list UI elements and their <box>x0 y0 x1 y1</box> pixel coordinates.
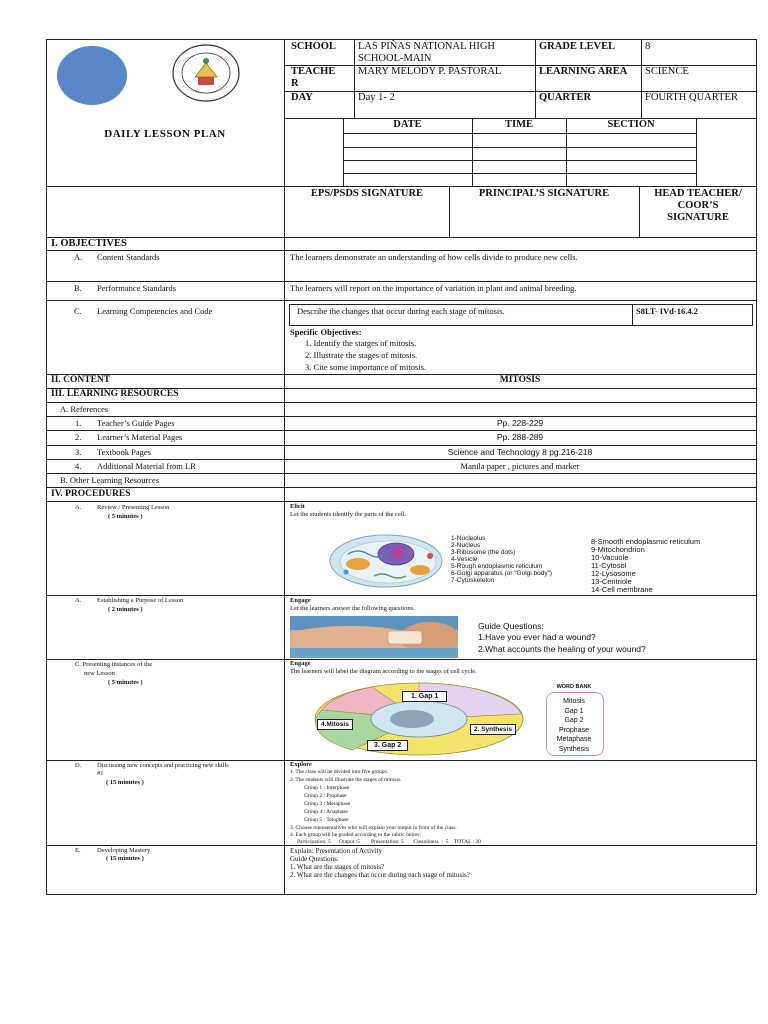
purpose-question: 1.Have you ever had a wound? <box>478 632 596 642</box>
review-label: Review / Presenting Lesson <box>97 504 170 511</box>
diagram-label-gap1: 1. Gap 1 <box>402 691 447 702</box>
discussing-line: 4. Each group will be graded according to the rubric below: <box>290 832 422 838</box>
table-border <box>46 845 756 846</box>
mastery-minutes: ( 15 minutes ) <box>106 855 144 862</box>
discussing-group: Group 1 : Interphase <box>304 785 350 791</box>
table-border <box>46 430 756 431</box>
cell-part: 2-Nucleus <box>451 542 481 549</box>
teacher-label: TEACHE <box>291 66 336 77</box>
purpose-question: 2.What accounts the healing of your wound? <box>478 644 646 654</box>
grade-label: GRADE LEVEL <box>539 41 616 52</box>
content-heading: II. CONTENT <box>51 375 111 385</box>
purpose-label: Establishing a Purpose of Lesson <box>97 597 184 604</box>
table-border <box>343 160 696 161</box>
cell-part: 5-Rough endoplasmic reticulum <box>451 563 543 570</box>
page-title: DAILY LESSON PLAN <box>104 128 226 140</box>
discussing-letter: D. <box>75 762 82 769</box>
school-label: SCHOOL <box>291 41 336 52</box>
word-bank-item: Prophase <box>559 726 589 734</box>
objective-b-letter: B. <box>74 283 82 293</box>
diagram-label-gap2: 3. Gap 2 <box>367 740 408 751</box>
word-bank-item: Metaphase <box>556 736 592 743</box>
performance-standards-value: The learners will report on the importance of variation in plant and animal breeding. <box>290 283 577 293</box>
table-border <box>46 501 756 502</box>
table-border <box>46 595 756 596</box>
table-border <box>354 39 355 118</box>
cell-part: 13-Centriole <box>591 577 632 586</box>
teacher-label-wrap: R <box>291 78 299 89</box>
discussing-minutes: ( 15 minutes ) <box>106 779 144 786</box>
instances-phase: Engage <box>290 660 311 667</box>
specific-objective: 3. Cite some importance of mitosis. <box>305 362 427 372</box>
discussing-group: Group 5 : Telophase <box>304 817 349 823</box>
discussing-line: 1. The class will be divided into five groups. <box>290 769 388 775</box>
mastery-question: 2. What are the changes that occur during each stage of mitosis? <box>290 871 470 879</box>
table-border <box>343 173 696 174</box>
word-bank-title: WORD BANK <box>556 684 592 690</box>
cell-part: 1-Nucleolus <box>451 535 486 542</box>
table-border <box>46 186 756 187</box>
table-border <box>46 487 756 488</box>
word-bank-item: Synthesis <box>558 745 590 753</box>
learning-area-label: LEARNING AREA <box>539 66 628 77</box>
word-bank-item: Gap 2 <box>564 717 584 724</box>
table-border <box>46 445 756 446</box>
mastery-letter: E. <box>75 847 81 854</box>
resources-heading: III. LEARNING RESOURCES <box>51 389 179 399</box>
discussing-label: Discussing new concepts and practicing new skills <box>97 762 229 769</box>
school-value: LAS PIÑAS NATIONAL HIGH SCHOOL-MAIN <box>358 41 495 64</box>
cell-part: 14-Cell membrane <box>591 585 653 594</box>
quarter-label: QUARTER <box>539 92 592 103</box>
cell-part: 3-Ribosome (the dots) <box>451 549 516 556</box>
word-bank-item: Gap 1 <box>564 707 584 715</box>
principal-signature-label: PRINCIPAL’S SIGNATURE <box>478 188 610 199</box>
resource-num: 2. <box>75 432 82 442</box>
resource-value: Pp. 228-229 <box>496 418 544 428</box>
mastery-guide-heading: Guide Questions: <box>290 855 339 863</box>
table-border <box>46 894 756 895</box>
table-border <box>756 39 757 894</box>
other-resources-label: B. Other Learning Resources <box>60 475 160 485</box>
table-border <box>46 39 47 894</box>
resource-label: Teacher’s Guide Pages <box>97 418 175 428</box>
table-border <box>343 147 696 148</box>
content-standards-value: The learners demonstrate an understanding of how cells divide to produce new cells. <box>290 252 578 262</box>
cell-part: 12-Lysosome <box>591 569 636 578</box>
resource-label: Additional Material from LR <box>97 461 196 471</box>
objective-c-letter: C. <box>74 306 82 316</box>
cell-part: 9-Mitochondrion <box>591 545 645 554</box>
purpose-instruction: Let the learners answer the following questions. <box>290 605 415 612</box>
cell-part: 4-Vesicle <box>451 556 478 563</box>
table-border <box>46 281 756 282</box>
table-border <box>46 374 756 375</box>
competency-code: S8LT- IVd-16.4.2 <box>636 306 698 316</box>
table-border <box>46 237 756 238</box>
purpose-guide-heading: Guide Questions: <box>478 621 544 631</box>
competency-value: Describe the changes that occur during each stage of mitosis. <box>297 306 505 316</box>
discussing-label-wrap: #1 <box>97 770 104 777</box>
review-phase: Elicit <box>290 503 305 510</box>
instances-label: C. Presenting instances of the <box>75 661 153 668</box>
day-value: Day 1- 2 <box>358 92 395 103</box>
review-minutes: ( 5 minutes ) <box>108 513 143 520</box>
objective-b-label: Performance Standards <box>97 283 177 293</box>
table-border <box>46 459 756 460</box>
cell-part: 10-Vacuole <box>591 553 629 562</box>
table-border <box>641 39 642 118</box>
instances-minutes: ( 5 minutes ) <box>108 679 143 686</box>
resource-value: Pp. 288-289 <box>496 432 544 442</box>
animal-cell-image <box>328 532 448 590</box>
review-letter: A. <box>75 504 82 511</box>
resource-num: 1. <box>75 418 82 428</box>
discussing-group: Group 3 : Metaphase <box>304 801 351 807</box>
discussing-phase: Explore <box>290 761 312 768</box>
blue-oval <box>57 46 127 105</box>
quarter-value: FOURTH QUARTER <box>645 92 738 103</box>
table-border <box>284 39 285 894</box>
resource-value: Manila paper , pictures and marker <box>460 461 580 471</box>
mastery-question: 1. What are the stages of mitosis? <box>290 863 385 871</box>
rubric-line: Participation: 5 Output :5 Presentation: 5 Cleanliness : 5 TOTAL : 20 <box>297 839 481 845</box>
cell-part: 8-Smooth endoplasmic reticulum <box>591 537 701 546</box>
table-border <box>343 133 696 134</box>
school-seal-logo <box>171 43 241 103</box>
table-border <box>46 300 756 301</box>
table-border <box>46 760 756 761</box>
word-bank-item: Mitosis <box>563 698 585 705</box>
discussing-line: 2. The students will illustrate the stages of mitosis. <box>290 777 402 783</box>
table-border <box>46 416 756 417</box>
mastery-phase-line: Explain: Presentation of Activity <box>290 847 382 855</box>
table-border <box>639 186 640 237</box>
learning-area-value: SCIENCE <box>645 66 689 77</box>
objectives-heading: I. OBJECTIVES <box>51 238 127 249</box>
purpose-minutes: ( 2 minutes ) <box>108 606 143 613</box>
procedures-heading: IV. PROCEDURES <box>51 489 131 499</box>
discussing-group: Group 2 : Prophase <box>304 793 347 799</box>
objective-c-label: Learning Competencies and Code <box>97 306 213 316</box>
references-label: A. References <box>60 404 109 414</box>
review-instruction: Let the students identify the parts of the cell. <box>290 511 407 518</box>
purpose-phase: Engage <box>290 597 311 604</box>
table-border <box>46 250 756 251</box>
head-teacher-signature-label: HEAD TEACHER/ COOR’S SIGNATURE <box>654 188 742 223</box>
diagram-label-mitosis: 4.Mitosis <box>317 719 353 730</box>
grade-value: 8 <box>645 41 651 52</box>
resource-value: Science and Technology 8 pg.216-218 <box>447 447 593 457</box>
objective-a-label: Content Standards <box>97 252 160 262</box>
eps-signature-label: EPS/PSDS SIGNATURE <box>310 188 424 199</box>
date-header: DATE <box>393 119 422 130</box>
resource-num: 4. <box>75 461 82 471</box>
specific-objective: 2. Illustrate the stages of mitosis. <box>305 350 418 360</box>
day-label: DAY <box>291 92 313 103</box>
instances-label-wrap: new Lesson <box>84 670 115 677</box>
table-border <box>535 39 536 118</box>
cell-part: 7-Cytoskeleton <box>451 577 495 584</box>
instances-instruction: The learners will label the diagram according to the stages of cell cycle. <box>290 668 477 675</box>
table-border <box>46 402 756 403</box>
table-border <box>449 186 450 237</box>
cell-part: 11-Cytosol <box>591 561 627 570</box>
specific-objectives-heading: Specific Objectives: <box>290 327 362 337</box>
objective-a-letter: A. <box>74 252 83 262</box>
table-border <box>46 473 756 474</box>
discussing-line: 3. Choose representatives who will explain your output in front of the class. <box>290 825 457 831</box>
table-border <box>696 118 697 186</box>
resource-label: Textbook Pages <box>97 447 151 457</box>
time-header: TIME <box>504 119 533 130</box>
diagram-label-synthesis: 2. Synthesis <box>470 724 516 735</box>
purpose-letter: A. <box>75 597 82 604</box>
resource-label: Learner’s Material Pages <box>97 432 183 442</box>
teacher-value: MARY MELODY P. PASTORAL <box>358 66 502 77</box>
cell-part: 6-Golgi apparatus (or "Golgi body") <box>451 570 553 577</box>
resource-num: 3. <box>75 447 82 457</box>
table-border <box>46 39 756 40</box>
table-border <box>46 659 756 660</box>
section-header: SECTION <box>607 119 655 130</box>
content-value: MITOSIS <box>499 375 541 385</box>
wound-photo <box>290 616 458 658</box>
mastery-label: Developing Mastery <box>97 847 151 854</box>
discussing-group: Group 4 : Anaphase <box>304 809 348 815</box>
specific-objective: 1. Identify the statges of mitosis. <box>305 338 417 348</box>
